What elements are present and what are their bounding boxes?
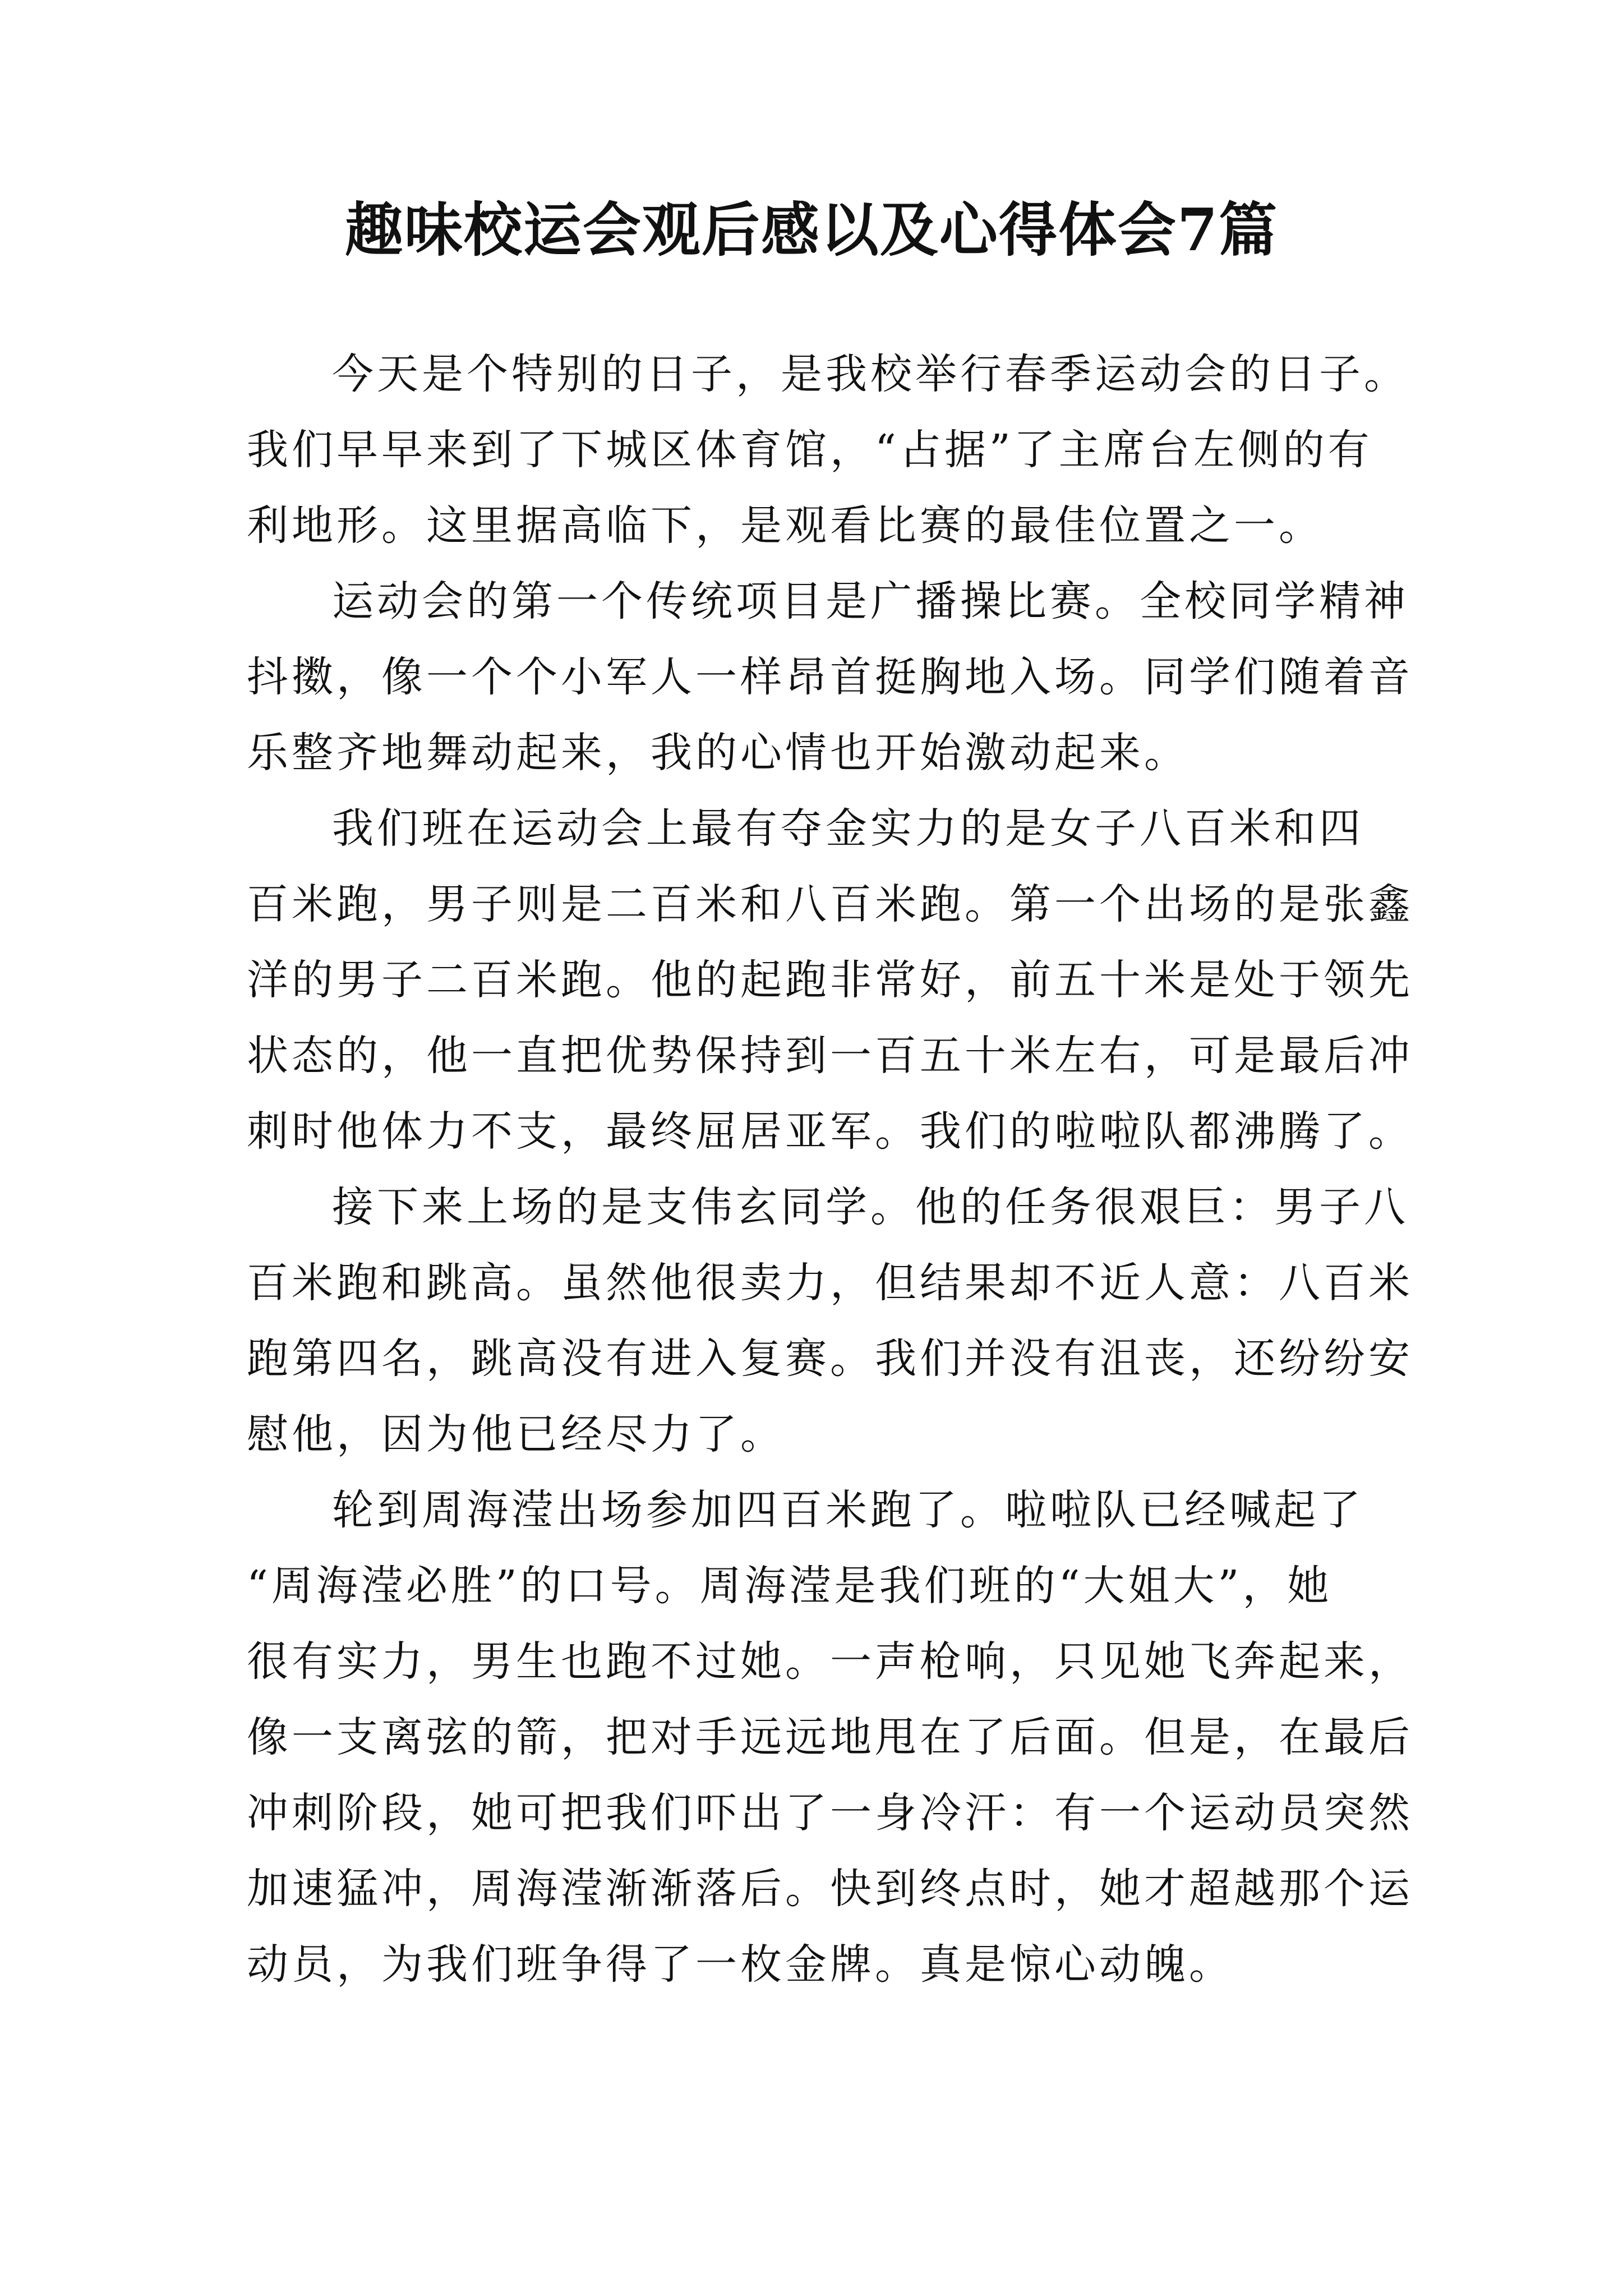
- text-line: 我们班在运动会上最有夺金实力的是女子八百米和四: [332, 804, 1364, 853]
- text-line: 刺时他体力不支，最终屈居亚军。我们的啦啦队都沸腾了。: [247, 1107, 1413, 1156]
- paragraph-1: [247, 337, 1413, 564]
- text-line: 利地形。这里据高临下，是观看比赛的最佳位置之一。: [247, 501, 1324, 550]
- text-line: 抖擞，像一个个小军人一样昂首挺胸地入场。同学们随着音: [247, 653, 1413, 701]
- document-body: [247, 337, 1413, 2003]
- text-line: 很有实力，男生也跑不过她。一声枪响，只见她飞奔起来，: [247, 1637, 1413, 1686]
- text-line: 乐整齐地舞动起来，我的心情也开始激动起来。: [247, 729, 1189, 777]
- text-line: 百米跑和跳高。虽然他很卖力，但结果却不近人意：八百米: [247, 1259, 1413, 1307]
- paragraph-3: [247, 791, 1413, 1170]
- text-line: 冲刺阶段，她可把我们吓出了一身冷汗：有一个运动员突然: [247, 1789, 1413, 1837]
- text-line: 百米跑，男子则是二百米和八百米跑。第一个出场的是张鑫: [247, 880, 1413, 928]
- paragraph-5: [247, 1473, 1413, 2003]
- paragraph-4: [247, 1170, 1413, 1473]
- text-line: 运动会的第一个传统项目是广播操比赛。全校同学精神: [332, 577, 1409, 625]
- text-line: 轮到周海滢出场参加四百米跑了。啦啦队已经喊起了: [332, 1486, 1364, 1534]
- text-line: 像一支离弦的箭，把对手远远地甩在了后面。但是，在最后: [247, 1713, 1413, 1761]
- text-line: 跑第四名，跳高没有进入复赛。我们并没有沮丧，还纷纷安: [247, 1335, 1413, 1383]
- text-line: 我们早早来到了下城区体育馆，“占据”了主席台左侧的有: [247, 426, 1373, 474]
- text-line: “周海滢必胜”的口号。周海滢是我们班的“大姐大”，她: [247, 1562, 1332, 1610]
- document-title: 趣味校运会观后感以及心得体会7篇: [344, 195, 1279, 264]
- text-line: 慰他，因为他已经尽力了。: [247, 1410, 785, 1458]
- text-line: 加速猛冲，周海滢渐渐落后。快到终点时，她才超越那个运: [247, 1865, 1413, 1913]
- text-line: 接下来上场的是支伟玄同学。他的任务很艰巨：男子八: [332, 1183, 1409, 1231]
- text-line: 今天是个特别的日子，是我校举行春季运动会的日子。: [332, 350, 1409, 398]
- text-line: 动员，为我们班争得了一枚金牌。真是惊心动魄。: [247, 1940, 1234, 1989]
- paragraph-2: [247, 564, 1413, 791]
- text-line: 状态的，他一直把优势保持到一百五十米左右，可是最后冲: [247, 1032, 1413, 1080]
- text-line: 洋的男子二百米跑。他的起跑非常好，前五十米是处于领先: [247, 956, 1413, 1004]
